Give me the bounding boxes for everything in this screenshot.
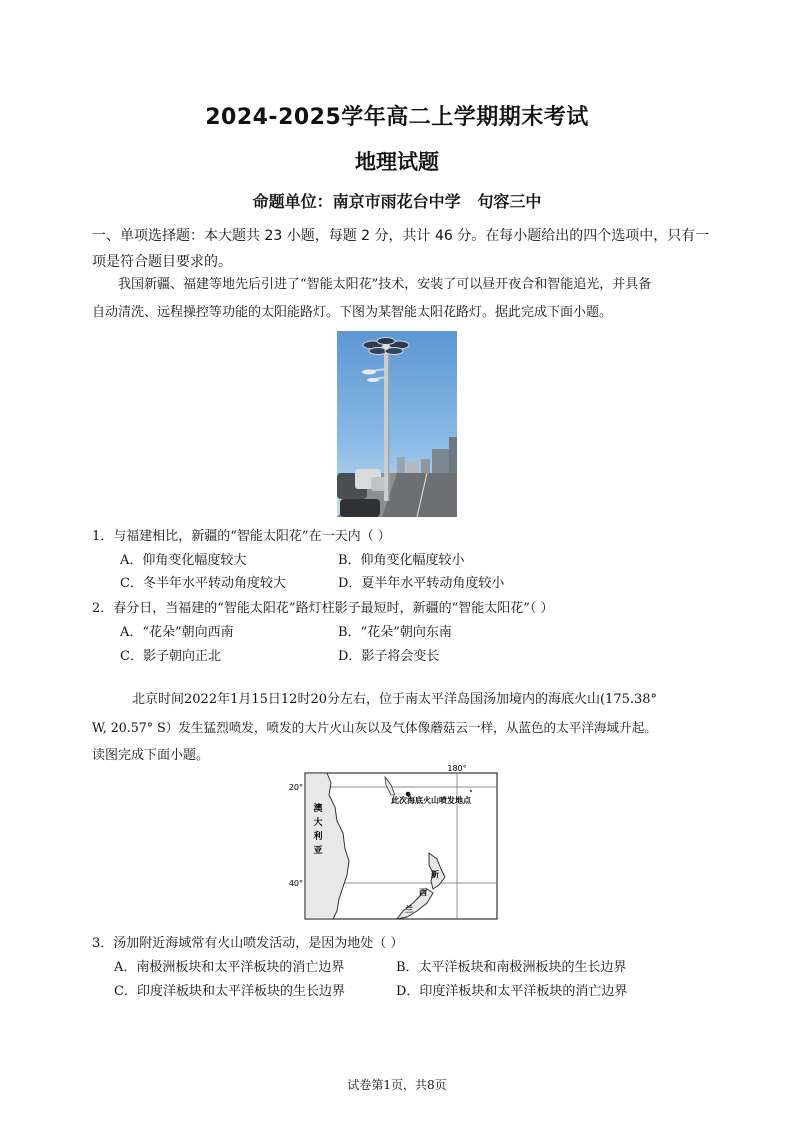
map-lat-bottom-label: 40° [288, 879, 303, 888]
subject-title: 地理试题 [355, 150, 439, 174]
question-2-stem: 2．春分日，当福建的“智能太阳花”路灯柱影子最短时，新疆的“智能太阳花”（ ） [92, 601, 554, 616]
question-2-option-c[interactable]: C．影子朝向正北 [120, 649, 221, 664]
passage-1-line1: 我国新疆、福建等地先后引进了“智能太阳花”技术，安装了可以昼开夜合和智能追光，并具备 [118, 277, 652, 292]
section-heading-line1: 一、单项选择题：本大题共 23 小题，每题 2 分，共计 46 分。在每小题给出的四个选项中，只有一 [92, 228, 710, 244]
section-heading-line2: 项是符合题目要求的。 [92, 254, 232, 270]
question-2-option-b[interactable]: B．“花朵”朝向东南 [338, 625, 452, 640]
question-3-option-b[interactable]: B．太平洋板块和南极洲板块的生长边界 [396, 960, 627, 975]
passage-2-line1: 北京时间2022年1月15日12时20分左右，位于南太平洋岛国汤加境内的海底火山(175.38° [132, 692, 658, 707]
passage-2-line2: W, 20.57° S）发生猛烈喷发，喷发的大片火山灰以及气体像蘑菇云一样，从蓝色的太平洋海域升起。 [92, 720, 657, 735]
question-2-option-a[interactable]: A．“花朵”朝向西南 [120, 625, 234, 640]
question-1-stem: 1．与福建相比，新疆的“智能太阳花”在一天内（ ） [92, 529, 391, 544]
map-label-australia-4: 亚 [313, 846, 323, 856]
solar-flower-streetlight-photo [337, 331, 457, 517]
map-lon-label: 180° [447, 765, 467, 773]
question-1-option-b[interactable]: B．仰角变化幅度较小 [338, 553, 465, 568]
page-number: 试卷第1页，共8页 [347, 1078, 447, 1092]
map-label-australia-2: 大 [313, 818, 323, 828]
exam-title: 2024-2025学年高二上学期期末考试 [205, 105, 589, 130]
section-heading [92, 223, 710, 275]
passage-1 [92, 271, 706, 327]
map-label-australia-1: 澳 [313, 804, 323, 814]
map-label-nz-3: 兰 [405, 905, 413, 914]
map-label-nz-1: 新 [431, 870, 439, 879]
author-line: 命题单位：南京市雨花台中学 句容三中 [252, 192, 542, 211]
question-1-option-d[interactable]: D．夏半年水平转动角度较小 [338, 576, 505, 591]
map-lat-top-label: 20° [288, 783, 303, 792]
question-3-option-c[interactable]: C．印度洋板块和太平洋板块的生长边界 [114, 984, 345, 999]
passage-2-line3: 读图完成下面小题。 [92, 748, 210, 763]
map-label-australia-3: 利 [313, 832, 323, 842]
question-1-option-c[interactable]: C．冬半年水平转动角度较大 [120, 576, 286, 591]
question-3-option-a[interactable]: A．南极洲板块和太平洋板块的消亡边界 [114, 960, 345, 975]
question-3-stem: 3．汤加附近海域常有火山喷发活动，是因为地处（ ） [92, 936, 404, 951]
map-volcano-label: 此次海底火山喷发地点 [391, 796, 471, 805]
question-2-option-d[interactable]: D．影子将会变长 [338, 649, 440, 664]
tonga-volcano-map [287, 765, 503, 921]
question-3-option-d[interactable]: D．印度洋板块和太平洋板块的消亡边界 [396, 984, 628, 999]
question-1-option-a[interactable]: A．仰角变化幅度较大 [120, 553, 247, 568]
passage-1-line2: 自动清洗、远程操控等功能的太阳能路灯。下图为某智能太阳花路灯。据此完成下面小题。 [92, 305, 613, 320]
passage-2 [92, 686, 706, 770]
map-label-nz-2: 西 [419, 888, 427, 897]
